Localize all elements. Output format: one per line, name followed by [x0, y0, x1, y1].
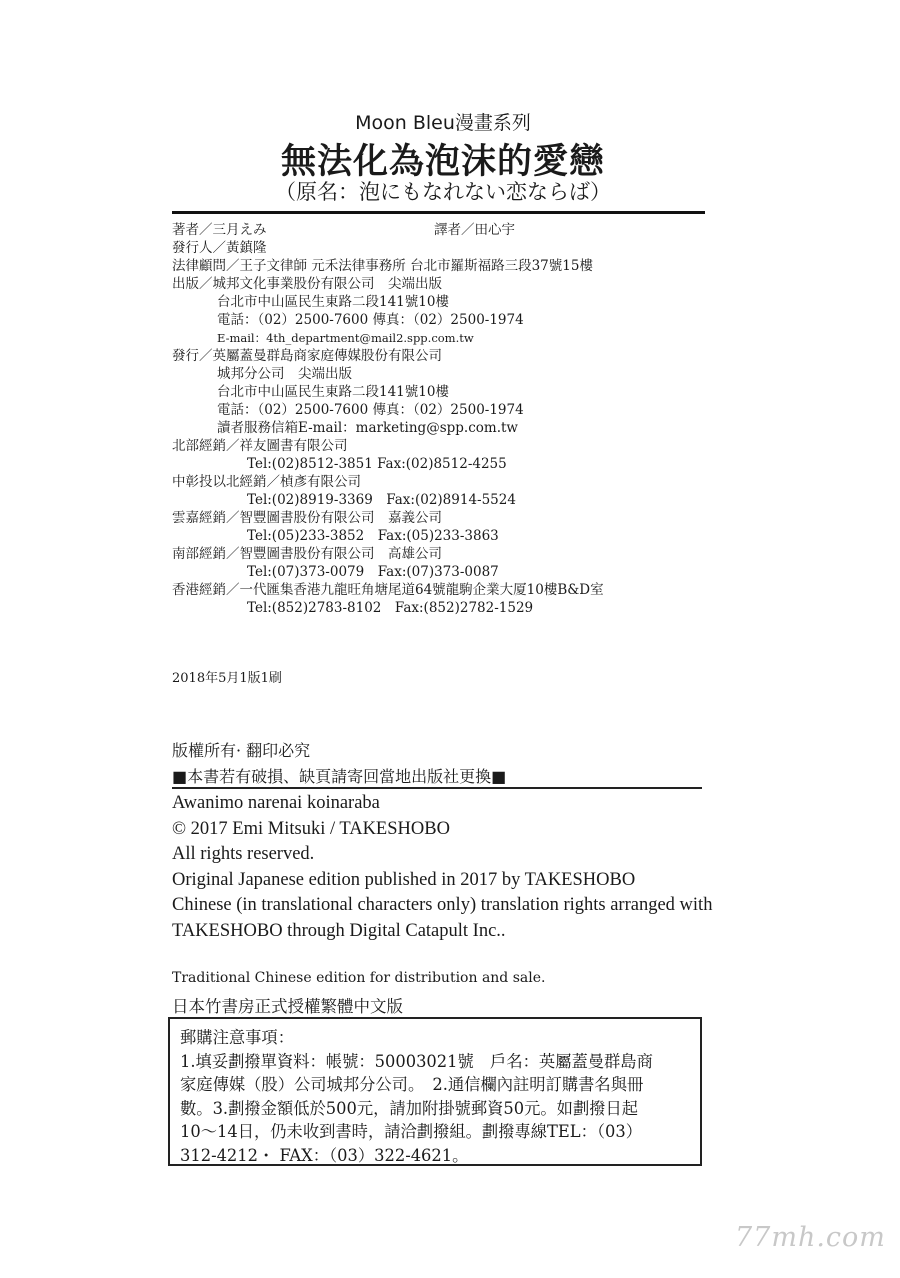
authorization-note: 日本竹書房正式授權繁體中文版	[172, 997, 403, 1016]
original-title: （原名：泡にもなれない恋ならば）	[275, 180, 611, 204]
author-credit: 著者／三月えみ	[172, 222, 267, 238]
credit-line: 電話：（02）2500-7600 傳真：（02）2500-1974	[217, 402, 524, 418]
edition-date: 2018年5月1版1刷	[172, 671, 282, 686]
credit-line: 中彰投以北經銷／楨彥有限公司	[172, 474, 361, 490]
mail-order-text	[180, 1026, 653, 1167]
mail-order-line: 312-4212・ FAX：（03）322-4621。	[180, 1145, 469, 1165]
notice-divider	[172, 787, 702, 789]
credit-line: 雲嘉經銷／智豐圖書股份有限公司 嘉義公司	[172, 510, 442, 526]
english-line: TAKESHOBO through Digital Catapult Inc..	[172, 920, 506, 941]
book-title: 無法化為泡沫的愛戀	[280, 142, 605, 182]
mail-order-line: 家庭傳媒（股）公司城邦分公司。 2.通信欄內註明訂購書名與冊	[180, 1075, 644, 1094]
mail-order-heading: 郵購注意事項：	[180, 1028, 294, 1047]
credit-line: 發行／英屬蓋曼群島商家庭傳媒股份有限公司	[172, 348, 442, 364]
credit-line: Tel:(07)373-0079 Fax:(07)373-0087	[247, 564, 499, 580]
rights-statement: 版權所有· 翻印必究	[172, 741, 311, 760]
credit-line: Tel:(05)233-3852 Fax:(05)233-3863	[247, 528, 499, 544]
credit-line: 出版／城邦文化事業股份有限公司 尖端出版	[172, 276, 442, 292]
credit-line: 台北市中山區民生東路二段141號10樓	[217, 294, 449, 310]
credit-line: 北部經銷／祥友圖書有限公司	[172, 438, 348, 454]
credits-row-author	[172, 221, 604, 239]
damage-notice: ■本書若有破損、缺頁請寄回當地出版社更換■	[172, 767, 507, 786]
mail-order-box	[168, 1017, 702, 1166]
english-line: Chinese (in translational characters only) translation rights arranged with	[172, 895, 713, 916]
credits-block	[172, 221, 604, 616]
credit-line: 電話：（02）2500-7600 傳真：（02）2500-1974	[217, 312, 524, 328]
english-line: © 2017 Emi Mitsuki / TAKESHOBO	[172, 818, 450, 839]
mail-order-line: 1.填妥劃撥單資料：帳號：50003021號 戶名：英屬蓋曼群島商	[180, 1051, 653, 1071]
credit-line: 城邦分公司 尖端出版	[217, 366, 352, 382]
mail-order-line: 10～14日，仍未收到書時，請洽劃撥組。劃撥專線TEL：（03）	[180, 1122, 643, 1141]
translator-credit: 譯者／田心宇	[434, 222, 515, 238]
credit-line: 南部經銷／智豐圖書股份有限公司 高雄公司	[172, 546, 442, 562]
credit-line: Tel:(02)8512-3851 Fax:(02)8512-4255	[247, 456, 507, 472]
credit-line: E-mail：4th_department@mail2.spp.com.tw	[217, 331, 474, 345]
credit-line: 香港經銷／一代匯集香港九龍旺角塘尾道64號龍駒企業大厦10樓B&D室	[172, 582, 604, 598]
credit-line: 台北市中山區民生東路二段141號10樓	[217, 384, 449, 400]
title-divider	[172, 211, 705, 214]
english-line: Original Japanese edition published in 2017 by TAKESHOBO	[172, 869, 636, 890]
series-name: Moon Bleu漫畫系列	[355, 112, 531, 134]
credit-lines	[172, 239, 604, 616]
mail-order-line: 數。3.劃撥金額低於500元，請加附掛號郵資50元。如劃撥日起	[180, 1098, 639, 1118]
english-line: All rights reserved.	[172, 844, 315, 865]
watermark: 77mh.com	[735, 1222, 886, 1253]
credit-line: 讀者服務信箱E-mail：marketing@spp.com.tw	[217, 420, 518, 436]
credit-line: Tel:(02)8919-3369 Fax:(02)8914-5524	[247, 492, 516, 508]
distribution-note: Traditional Chinese edition for distribution and sale.	[172, 970, 546, 986]
credit-line: 發行人／黃鎮隆	[172, 240, 267, 256]
credit-line: 法律顧問／王子文律師 元禾法律事務所 台北市羅斯福路三段37號15樓	[172, 258, 593, 274]
english-line: Awanimo narenai koinaraba	[172, 793, 380, 813]
english-copyright	[172, 791, 712, 945]
credit-line: Tel:(852)2783-8102 Fax:(852)2782-1529	[247, 600, 534, 616]
